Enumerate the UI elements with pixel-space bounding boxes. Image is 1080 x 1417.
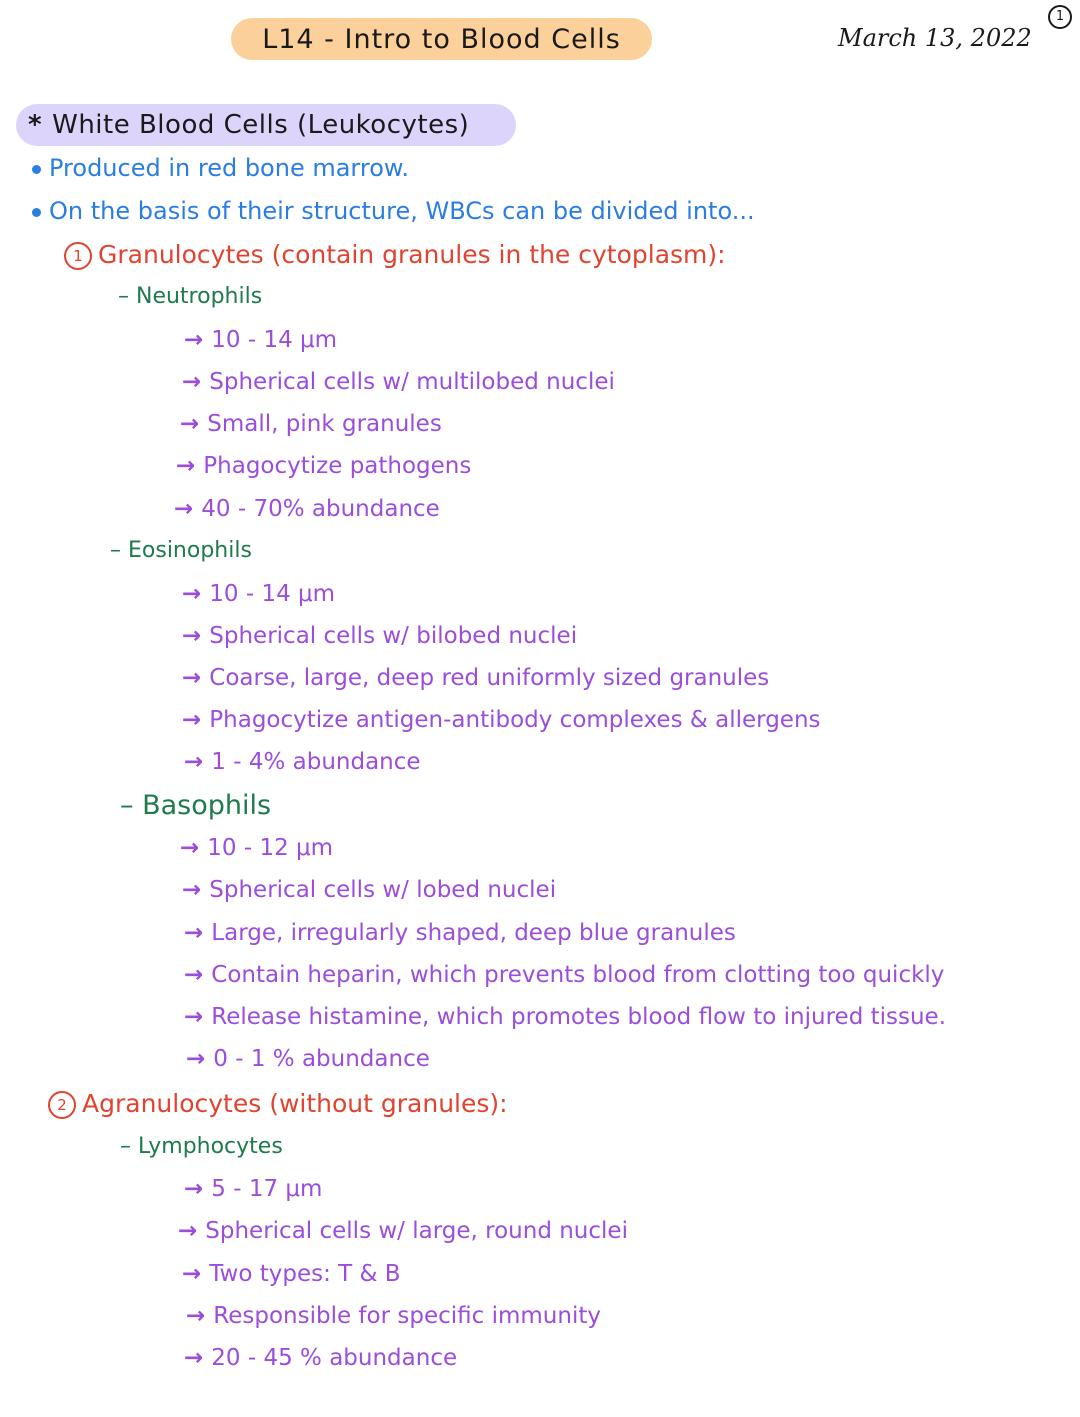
fact-item: → 1 - 4% abundance — [184, 749, 421, 775]
fact-item: → 10 - 14 μm — [182, 581, 336, 607]
bullet-dot-icon — [32, 208, 41, 217]
fact-item: → Spherical cells w/ lobed nuclei — [182, 877, 557, 903]
fact-item: → Spherical cells w/ large, round nuclei — [178, 1218, 628, 1244]
fact-item: → Spherical cells w/ bilobed nuclei — [182, 623, 578, 649]
fact-item: → Responsible for specific immunity — [186, 1303, 601, 1329]
right-arrow-icon: → — [184, 749, 204, 775]
circled-number: 2 — [48, 1091, 76, 1119]
right-arrow-icon: → — [186, 1303, 206, 1329]
bullet-item: Produced in red bone marrow. — [32, 154, 409, 182]
asterisk-icon: * — [28, 110, 43, 140]
lecture-title: L14 - Intro to Blood Cells — [231, 18, 652, 60]
fact-item: → Coarse, large, deep red uniformly sized granules — [182, 665, 770, 691]
fact-item: → 5 - 17 μm — [184, 1176, 323, 1202]
page-number: 1 — [1048, 5, 1072, 29]
right-arrow-icon: → — [184, 1004, 204, 1030]
right-arrow-icon: → — [180, 835, 200, 861]
right-arrow-icon: → — [182, 369, 202, 395]
fact-item: → 0 - 1 % abundance — [186, 1046, 430, 1072]
fact-item: → Spherical cells w/ multilobed nuclei — [182, 369, 615, 395]
right-arrow-icon: → — [182, 581, 202, 607]
fact-item: → Contain heparin, which prevents blood from clotting too quickly — [184, 962, 945, 988]
right-arrow-icon: → — [184, 1176, 204, 1202]
fact-item: → Phagocytize antigen-antibody complexes & allergens — [182, 707, 821, 733]
bullet-item: On the basis of their structure, WBCs can be divided into... — [32, 197, 755, 225]
right-arrow-icon: → — [178, 1218, 198, 1244]
right-arrow-icon: → — [176, 453, 196, 479]
fact-item: → 10 - 14 μm — [184, 327, 338, 353]
right-arrow-icon: → — [182, 1261, 202, 1287]
fact-item: → Large, irregularly shaped, deep blue granules — [184, 920, 736, 946]
fact-item: → Release histamine, which promotes blood flow to injured tissue. — [184, 1004, 947, 1030]
fact-item: → Phagocytize pathogens — [176, 453, 472, 479]
note-date: March 13, 2022 — [838, 24, 1032, 52]
right-arrow-icon: → — [182, 707, 202, 733]
cell-name-eosinophils: – Eosinophils — [110, 538, 252, 563]
cell-name-lymphocytes: – Lymphocytes — [120, 1134, 283, 1159]
right-arrow-icon: → — [184, 1345, 204, 1371]
section-title: White Blood Cells (Leukocytes) — [52, 110, 470, 140]
fact-item: → 10 - 12 μm — [180, 835, 334, 861]
group-heading-granulocytes: 1 Granulocytes (contain granules in the cytoplasm): — [64, 240, 726, 270]
fact-item: → 40 - 70% abundance — [174, 496, 440, 522]
right-arrow-icon: → — [184, 327, 204, 353]
right-arrow-icon: → — [174, 496, 194, 522]
right-arrow-icon: → — [180, 411, 200, 437]
cell-name-neutrophils: – Neutrophils — [118, 284, 263, 309]
right-arrow-icon: → — [182, 877, 202, 903]
fact-item: → Small, pink granules — [180, 411, 442, 437]
section-heading — [16, 104, 516, 146]
circled-number: 1 — [64, 242, 92, 270]
right-arrow-icon: → — [182, 665, 202, 691]
cell-name-basophils: – Basophils — [120, 790, 272, 821]
group-heading-agranulocytes: 2 Agranulocytes (without granules): — [48, 1089, 508, 1119]
right-arrow-icon: → — [182, 623, 202, 649]
right-arrow-icon: → — [186, 1046, 206, 1072]
right-arrow-icon: → — [184, 920, 204, 946]
bullet-dot-icon — [32, 165, 41, 174]
fact-item: → Two types: T & B — [182, 1261, 401, 1287]
fact-item: → 20 - 45 % abundance — [184, 1345, 458, 1371]
right-arrow-icon: → — [184, 962, 204, 988]
